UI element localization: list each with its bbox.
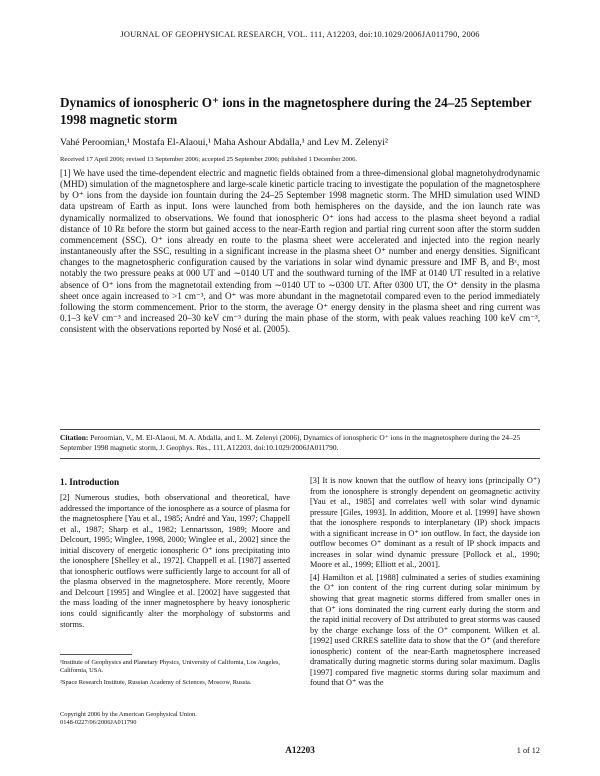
left-column bbox=[60, 476, 290, 630]
article-id-footer: A12203 bbox=[285, 745, 315, 755]
running-head: JOURNAL OF GEOPHYSICAL RESEARCH, VOL. 111, A12203, doi:10.1029/2006JA011790, 2006 bbox=[120, 30, 480, 39]
footnote-rule bbox=[60, 654, 132, 655]
issn-line: 0148-0227/06/2006JA011790 bbox=[60, 719, 137, 727]
citation-block bbox=[60, 433, 540, 454]
author-list: Vahé Peroomian,¹ Mostafa El-Alaoui,¹ Maha Ashour Abdalla,¹ and Lev M. Zelenyi² bbox=[60, 137, 388, 148]
footnote-affiliation-2: ²Space Research Institute, Russian Academy of Sciences, Moscow, Russia. bbox=[60, 678, 252, 686]
affiliation-footnotes bbox=[60, 659, 290, 690]
right-column bbox=[310, 476, 540, 689]
citation-bottom-rule bbox=[60, 458, 540, 459]
received-dates: Received 17 April 2006; revised 13 September 2006; accepted 25 September 2006; published 1 December 2006. bbox=[60, 156, 358, 163]
footnote-affiliation-1: ¹Institute of Geophysics and Planetary Physics, University of California, Los Angeles, California, USA. bbox=[60, 659, 281, 675]
copyright-line: Copyright 2006 by the American Geophysical Union. bbox=[60, 711, 197, 718]
citation-label: Citation: bbox=[60, 433, 89, 442]
abstract: [1] We have used the time-dependent electric and magnetic fields obtained from a three-dimensional global magnetohydrodynamic (MHD) simulation of the magnetosphere and large-scale kinetic particle tracing to investigate the population of the magnetosphere by O⁺ ions from the dayside ion fountain during the 24–25 September 1998 magnetic storm. The MHD simulation used WIND data upstream of Earth as input. Ions were launched from both hemispheres on the dayside, and the ion launch rate was dynamically normalized to observations. We found that ionospheric O⁺ ions had access to the plasma sheet beyond a radial distance of 10 Rᴇ before the storm but gained access to the near-Earth region and partial ring current soon after the storm sudden commencement (SSC). O⁺ ions already en route to the plasma sheet were accelerated and injected into the region nearly instantaneously after the SSC, resulting in a significant increase in the plasma sheet O⁺ number and energy densities. Significant changes to the magnetospheric configuration caused by the variations in solar wind dynamic pressure and IMF Bᵧ and Bᶻ, most notably the two pressure peaks at 000 UT and ∼0140 UT and the southward turning of the IMF at 0140 UT resulted in a relative absence of O⁺ ions from the magnetotail extending from ∼0140 UT to ∼0300 UT. After 0300 UT, the O⁺ density in the plasma sheet once again increased to >1 cm⁻³, and O⁺ was more abundant in the magnetotail compared even to the period immediately following the storm commencement. Prior to the storm, the average O⁺ energy density in the plasma sheet and ring current was 0.1–3 keV cm⁻³ and increased 20–30 keV cm⁻³ during the main phase of the storm, with peak values reaching 100 keV cm⁻³, consistent with the observations reported by Nosé et al. (2005). bbox=[60, 168, 540, 335]
copyright-block bbox=[60, 711, 290, 728]
article-title: Dynamics of ionospheric O⁺ ions in the magnetosphere during the 24–25 September 1998 magnetic storm bbox=[60, 95, 532, 127]
paragraph-3: [3] It is now known that the outflow of heavy ions (principally O⁺) from the ionosphere is strongly dependent on geomagnetic activity [Yau et al., 1985] and correlates well with solar wind dynamic pressure [Giles, 1993]. In addition, Moore et al. [1999] have shown that the ionosphere responds to interplanetary (IP) shock impacts with a significant increase in O⁺ ion outflow. In fact, the dayside ion outflow becomes O⁺ dominant as a result of IP shock impacts and increases in solar wind dynamic pressure [Pollock et al., 1990; Moore et al., 1999; Elliott et al., 2001]. bbox=[310, 476, 540, 570]
section-heading-introduction: 1. Introduction bbox=[60, 477, 120, 487]
citation-top-rule bbox=[60, 429, 540, 430]
paragraph-4: [4] Hamilton et al. [1988] culminated a series of studies examining the O⁺ ion content of the ring current during solar minimum by showing that great magnetic storms differed from smaller ones in that O⁺ ions dominated the ring current early during the storm and the rapid initial recovery of Dst attributed to great storms was caused by the charge exchange loss of the O⁺ component. Wilken et al. [1992] used CRRES satellite data to show that the O⁺ (and therefore ionospheric) content of the near-Earth magnetosphere increased dramatically during magnetic storms during solar maximum. Daglis [1997] compared five magnetic storms during solar maximum and found that O⁺ was the bbox=[310, 572, 540, 688]
citation-text: Peroomian, V., M. El-Alaoui, M. A. Abdalla, and L. M. Zelenyi (2006), Dynamics of ionospheric O⁺ ions in the magnetosphere during the 24–25 September 1998 magnetic storm, J. Geophys. Res., 111, A12203, doi:10.1029/2006JA011790. bbox=[60, 433, 521, 453]
page-number: 1 of 12 bbox=[516, 746, 540, 755]
paragraph-2: [2] Numerous studies, both observational and theoretical, have addressed the importance of the ionosphere as a source of plasma for the magnetosphere [Yau et al., 1985; André and Yau, 1997; Chappell et al., 1987; Sharp et al., 1982; Lennartsson, 1989; Moore and Delcourt, 1995; Winglee, 1998, 2000; Winglee et al., 2002] since the initial discovery of energetic ionospheric O⁺ ions precipitating into the ionosphere [Shelley et al., 1972]. Chappell et al. [1987] asserted that ionospheric outflows were sufficiently large to account for all of the plasma observed in the magnetosphere. More recently, Moore and Delcourt [1995] and Winglee et al. [2002] have suggested that the mass loading of the inner magnetosphere by heavy ionospheric ions could significantly alter the morphology of substorms and storms. bbox=[60, 493, 290, 629]
